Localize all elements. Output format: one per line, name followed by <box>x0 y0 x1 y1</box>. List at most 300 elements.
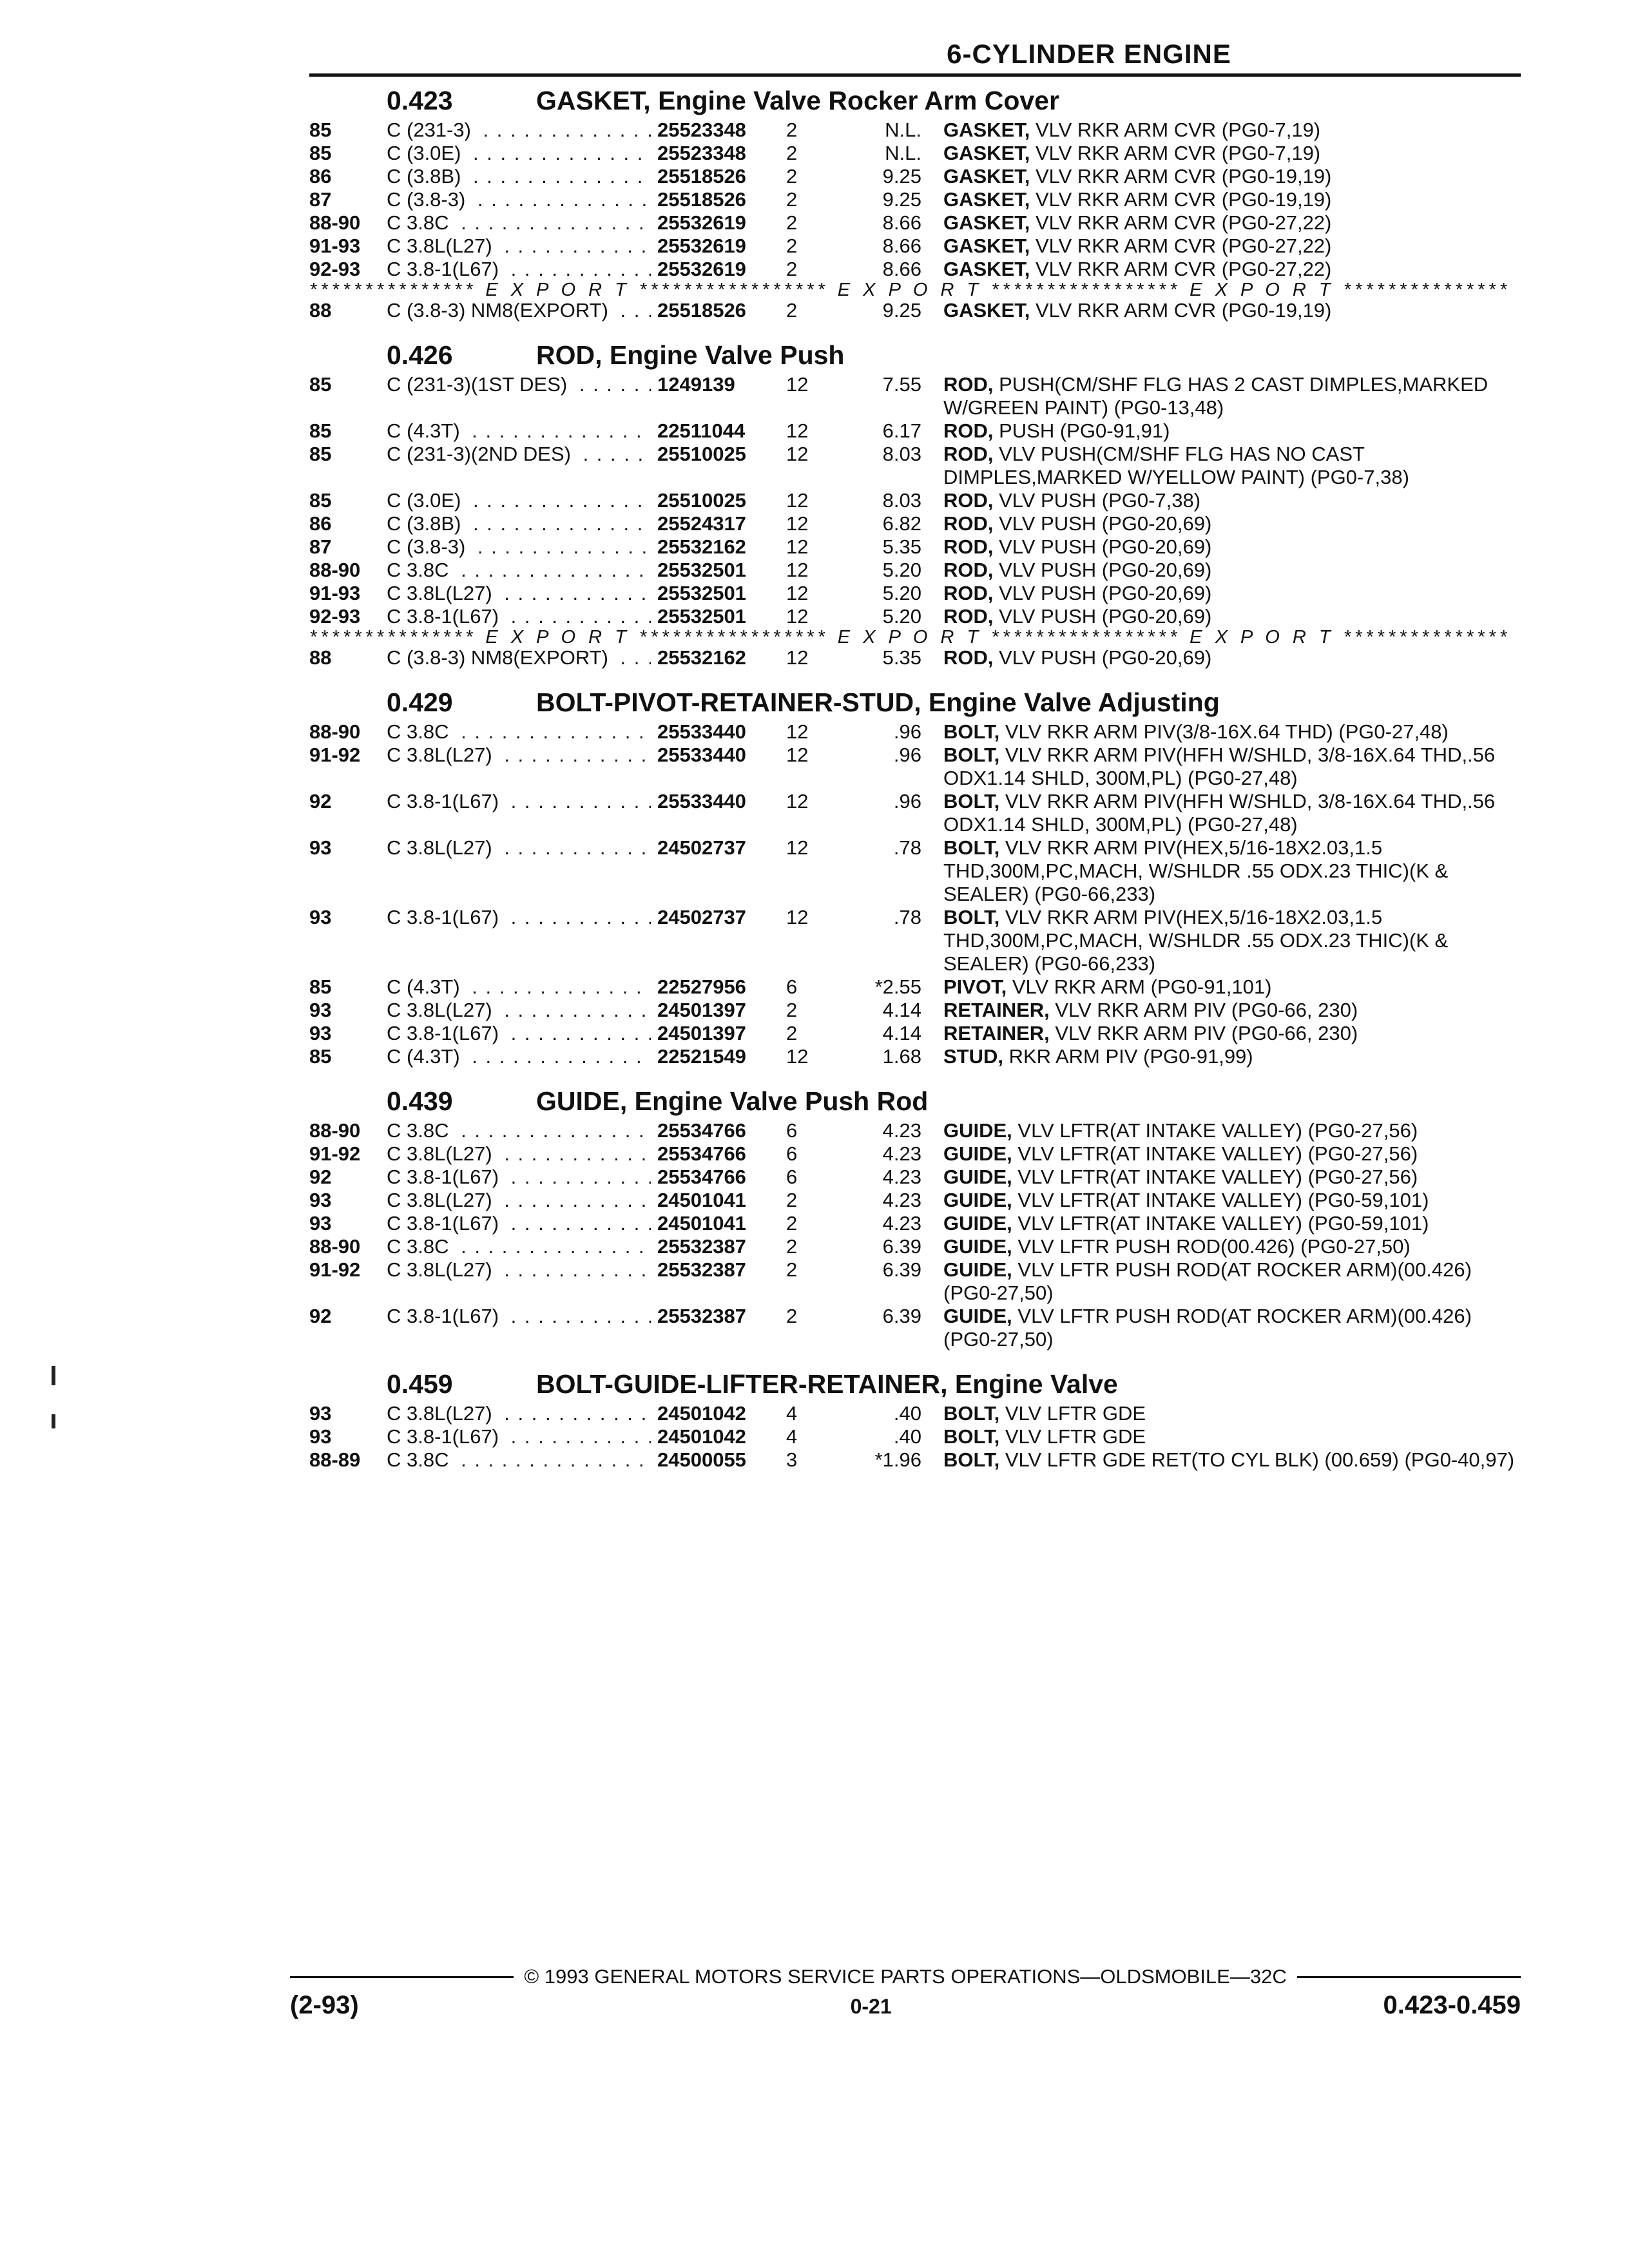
model-code-text: C 3.8L(L27) <box>387 582 497 604</box>
quantity: 12 <box>786 744 809 766</box>
part-detail: VLV LFTR GDE <box>999 1402 1146 1425</box>
part-detail: VLV LFTR PUSH ROD(00.426) (PG0-27,50) <box>1012 1235 1411 1258</box>
price: N.L. <box>885 142 921 164</box>
part-description <box>943 1305 1521 1351</box>
quantity: 12 <box>786 512 809 535</box>
part-number: 25532387 <box>651 1258 786 1305</box>
model-code-text: C 3.8-1(L67) <box>387 1425 504 1448</box>
part-name: GASKET, <box>943 142 1030 164</box>
part-name: ROD, <box>943 559 994 581</box>
part-number: 22527956 <box>651 975 786 999</box>
model-year: 85 <box>309 1045 332 1068</box>
quantity: 2 <box>786 1022 798 1044</box>
part-detail: VLV RKR ARM (PG0-91,101) <box>1007 975 1272 998</box>
part-number: 25534766 <box>651 1142 786 1166</box>
part-description <box>943 142 1521 165</box>
model-year: 85 <box>309 373 332 396</box>
model-code-text: C 3.8L(L27) <box>387 999 497 1021</box>
part-row <box>309 373 1521 419</box>
quantity: 2 <box>786 165 798 187</box>
part-number: 25518526 <box>651 188 786 211</box>
part-row <box>309 1425 1521 1448</box>
part-row <box>309 1212 1521 1235</box>
quantity: 6 <box>786 1166 798 1188</box>
quantity: 12 <box>786 1045 809 1068</box>
quantity: 2 <box>786 188 798 211</box>
model-code-text: C 3.8L(L27) <box>387 1402 497 1425</box>
model-code-text: C (231-3)(1ST DES) <box>387 373 572 396</box>
part-number: 25523348 <box>651 142 786 165</box>
part-detail: VLV RKR ARM CVR (PG0-19,19) <box>1030 299 1332 322</box>
part-description <box>943 165 1521 188</box>
part-name: BOLT, <box>943 1402 1000 1425</box>
part-name: BOLT, <box>943 836 1000 859</box>
part-number: 25518526 <box>651 299 786 322</box>
model-code-text: C 3.8C <box>387 1235 454 1258</box>
part-detail: VLV RKR ARM CVR (PG0-27,22) <box>1030 258 1332 280</box>
price: 9.25 <box>882 188 921 211</box>
part-detail: VLV PUSH (PG0-20,69) <box>993 535 1212 558</box>
part-name: GUIDE, <box>943 1212 1012 1235</box>
part-row <box>309 1022 1521 1045</box>
quantity: 12 <box>786 419 809 442</box>
part-description <box>943 1212 1521 1235</box>
quantity: 12 <box>786 720 809 743</box>
part-row <box>309 605 1521 628</box>
model-year: 85 <box>309 975 332 998</box>
part-number: 25523348 <box>651 119 786 142</box>
part-row <box>309 119 1521 142</box>
part-name: GASKET, <box>943 258 1030 280</box>
part-number: 1249139 <box>651 373 786 419</box>
model-year: 85 <box>309 119 332 141</box>
section-heading <box>309 1086 1521 1117</box>
part-number: 25532619 <box>651 235 786 258</box>
model-code-text: C (3.8B) <box>387 512 466 535</box>
part-description <box>943 906 1521 975</box>
part-description <box>943 373 1521 419</box>
price: .96 <box>893 744 921 766</box>
part-number: 24501042 <box>651 1402 786 1425</box>
part-name: BOLT, <box>943 720 1000 743</box>
model-year: 88-90 <box>309 1119 361 1142</box>
price: 5.20 <box>882 559 921 581</box>
part-number: 25533440 <box>651 744 786 790</box>
part-description <box>943 999 1521 1022</box>
price: 4.23 <box>882 1142 921 1165</box>
footer-copyright: © 1993 GENERAL MOTORS SERVICE PARTS OPERATIONS—OLDSMOBILE—32C <box>524 1965 1287 1988</box>
part-row <box>309 790 1521 836</box>
model-year: 91-92 <box>309 744 361 766</box>
part-number: 25532501 <box>651 582 786 605</box>
quantity: 12 <box>786 443 809 465</box>
part-name: BOLT, <box>943 1425 1000 1448</box>
part-number: 24501041 <box>651 1212 786 1235</box>
part-name: GASKET, <box>943 299 1030 322</box>
part-row <box>309 1305 1521 1351</box>
model-code-text: C 3.8C <box>387 211 454 234</box>
part-number: 25532387 <box>651 1305 786 1351</box>
part-description <box>943 443 1521 489</box>
part-name: GUIDE, <box>943 1166 1012 1188</box>
part-name: ROD, <box>943 489 994 512</box>
model-code-text: C 3.8L(L27) <box>387 1142 497 1165</box>
part-description <box>943 1022 1521 1045</box>
quantity: 2 <box>786 1212 798 1235</box>
part-name: STUD, <box>943 1045 1003 1068</box>
quantity: 2 <box>786 258 798 280</box>
section-title: BOLT-GUIDE-LIFTER-RETAINER, Engine Valve <box>536 1369 1118 1399</box>
part-number: 25533440 <box>651 720 786 744</box>
footer-bottom <box>290 1991 1521 2020</box>
catalog-page <box>309 39 1521 1481</box>
part-name: GASKET, <box>943 235 1030 257</box>
part-name: GUIDE, <box>943 1305 1012 1327</box>
model-code-text: C 3.8-1(L67) <box>387 906 504 928</box>
model-code-text: C 3.8C <box>387 1448 454 1471</box>
model-code-text: C (3.0E) <box>387 142 466 164</box>
price: .40 <box>893 1425 921 1448</box>
price: 4.23 <box>882 1119 921 1142</box>
part-row <box>309 1119 1521 1142</box>
quantity: 12 <box>786 790 809 812</box>
part-row <box>309 1142 1521 1166</box>
quantity: 2 <box>786 1305 798 1327</box>
part-description <box>943 512 1521 535</box>
part-row <box>309 1045 1521 1068</box>
price: .96 <box>893 790 921 812</box>
model-year: 86 <box>309 165 332 187</box>
part-number: 22511044 <box>651 419 786 443</box>
price: 8.66 <box>882 235 921 257</box>
part-detail: VLV RKR ARM CVR (PG0-7,19) <box>1030 119 1321 141</box>
model-year: 86 <box>309 512 332 535</box>
part-description <box>943 235 1521 258</box>
part-number: 25524317 <box>651 512 786 535</box>
model-code-text: C 3.8-1(L67) <box>387 1305 504 1327</box>
model-code-text: C (4.3T) <box>387 1045 465 1068</box>
part-detail: PUSH(CM/SHF FLG HAS 2 CAST DIMPLES,MARKED W/GREEN PAINT) (PG0-13,48) <box>943 373 1489 419</box>
section-heading <box>309 687 1521 718</box>
model-year: 93 <box>309 1212 332 1235</box>
part-name: BOLT, <box>943 1448 1000 1471</box>
model-year: 93 <box>309 906 332 928</box>
price: 5.20 <box>882 582 921 604</box>
part-row <box>309 582 1521 605</box>
part-description <box>943 1425 1521 1448</box>
section-title: GASKET, Engine Valve Rocker Arm Cover <box>536 86 1059 115</box>
part-description <box>943 836 1521 906</box>
model-year: 88 <box>309 646 332 669</box>
footer-copyright-line <box>290 1965 1521 1988</box>
quantity: 2 <box>786 1235 798 1258</box>
price: .78 <box>893 906 921 928</box>
model-year: 88 <box>309 299 332 322</box>
part-detail: VLV RKR ARM PIV(HEX,5/16-18X2.03,1.5 THD,300M,PC,MACH, W/SHLDR .55 ODX.23 THIC)(K & SEALER) (PG0-66,233) <box>943 906 1449 975</box>
model-code-text: C (4.3T) <box>387 419 465 442</box>
price: 9.25 <box>882 299 921 322</box>
model-code-text: C (3.8B) <box>387 165 466 187</box>
part-detail: VLV RKR ARM CVR (PG0-19,19) <box>1030 165 1332 187</box>
part-detail: VLV PUSH (PG0-7,38) <box>993 489 1201 512</box>
price: 6.17 <box>882 419 921 442</box>
part-detail: VLV LFTR(AT INTAKE VALLEY) (PG0-59,101) <box>1012 1189 1429 1211</box>
header-rule <box>309 73 1521 77</box>
part-detail: VLV RKR ARM CVR (PG0-19,19) <box>1030 188 1332 211</box>
part-detail: VLV RKR ARM CVR (PG0-27,22) <box>1030 211 1332 234</box>
model-year: 85 <box>309 443 332 465</box>
section-spacer <box>309 1472 1521 1481</box>
part-row <box>309 1402 1521 1425</box>
model-year: 85 <box>309 419 332 442</box>
part-row <box>309 906 1521 975</box>
section-title: GUIDE, Engine Valve Push Rod <box>536 1086 929 1116</box>
section-heading <box>309 1369 1521 1399</box>
part-description <box>943 1258 1521 1305</box>
part-row <box>309 258 1521 281</box>
price: 7.55 <box>882 373 921 396</box>
quantity: 2 <box>786 299 798 322</box>
part-detail: VLV RKR ARM PIV(HFH W/SHLD, 3/8-16X.64 THD,.56 ODX1.14 SHLD, 300M,PL) (PG0-27,48) <box>943 744 1496 789</box>
section-code: 0.429 <box>387 687 453 717</box>
model-year: 91-92 <box>309 1258 361 1281</box>
model-year: 92-93 <box>309 258 361 280</box>
model-code-text: C 3.8-1(L67) <box>387 258 504 280</box>
part-detail: VLV LFTR(AT INTAKE VALLEY) (PG0-59,101) <box>1012 1212 1429 1235</box>
part-name: GUIDE, <box>943 1235 1012 1258</box>
model-code-text: C 3.8L(L27) <box>387 235 497 257</box>
part-detail: VLV RKR ARM PIV(3/8-16X.64 THD) (PG0-27,48) <box>999 720 1449 743</box>
price: 8.03 <box>882 489 921 512</box>
part-detail: VLV PUSH(CM/SHF FLG HAS NO CAST DIMPLES,MARKED W/YELLOW PAINT) (PG0-7,38) <box>943 443 1409 488</box>
part-detail: VLV PUSH (PG0-20,69) <box>993 559 1212 581</box>
part-name: GUIDE, <box>943 1142 1012 1165</box>
quantity: 2 <box>786 1189 798 1211</box>
part-detail: VLV RKR ARM CVR (PG0-27,22) <box>1030 235 1332 257</box>
part-row <box>309 235 1521 258</box>
part-detail: VLV RKR ARM PIV(HFH W/SHLD, 3/8-16X.64 THD,.56 ODX1.14 SHLD, 300M,PL) (PG0-27,48) <box>943 790 1496 836</box>
model-code-text: C (3.8-3) <box>387 188 470 211</box>
part-row <box>309 1448 1521 1472</box>
price: 1.68 <box>882 1045 921 1068</box>
quantity: 2 <box>786 235 798 257</box>
part-number: 24501042 <box>651 1425 786 1448</box>
model-year: 91-93 <box>309 235 361 257</box>
part-number: 25510025 <box>651 489 786 512</box>
part-number: 25518526 <box>651 165 786 188</box>
model-code-text: C (3.8-3) NM8(EXPORT) <box>387 646 613 669</box>
part-description <box>943 119 1521 142</box>
quantity: 12 <box>786 489 809 512</box>
model-code-text: C 3.8-1(L67) <box>387 605 504 628</box>
model-code-text: C 3.8-1(L67) <box>387 1022 504 1044</box>
model-code-text: C (3.0E) <box>387 489 466 512</box>
catalog-sections <box>309 86 1521 1481</box>
model-code-text: C (3.8-3) NM8(EXPORT) <box>387 299 613 322</box>
part-number: 22521549 <box>651 1045 786 1068</box>
part-description <box>943 790 1521 836</box>
part-description <box>943 258 1521 281</box>
footer-rule-right <box>1297 1976 1521 1978</box>
part-name: ROD, <box>943 535 994 558</box>
page-footer <box>290 1965 1521 2020</box>
part-description <box>943 535 1521 559</box>
part-number: 24501397 <box>651 1022 786 1045</box>
model-code-text: C 3.8L(L27) <box>387 836 497 859</box>
model-code-text: C 3.8C <box>387 720 454 743</box>
export-divider: *************** E X P O R T ***************** E X P O R T ***************** E X P O R T *************** <box>309 281 1510 299</box>
quantity: 2 <box>786 119 798 141</box>
price: 6.39 <box>882 1258 921 1281</box>
part-row <box>309 211 1521 235</box>
model-code-text: C (3.8-3) <box>387 535 470 558</box>
quantity: 3 <box>786 1448 798 1471</box>
part-row <box>309 744 1521 790</box>
part-detail: VLV LFTR(AT INTAKE VALLEY) (PG0-27,56) <box>1012 1166 1418 1188</box>
part-row <box>309 535 1521 559</box>
price: *2.55 <box>874 975 921 998</box>
section-code: 0.423 <box>387 86 453 115</box>
price: 6.39 <box>882 1305 921 1327</box>
quantity: 2 <box>786 999 798 1021</box>
part-row <box>309 1189 1521 1212</box>
quantity: 12 <box>786 646 809 669</box>
part-row <box>309 1235 1521 1258</box>
section-heading <box>309 86 1521 116</box>
model-year: 87 <box>309 188 332 211</box>
model-year: 92 <box>309 790 332 812</box>
part-number: 24502737 <box>651 836 786 906</box>
part-detail: VLV RKR ARM PIV (PG0-66, 230) <box>1049 1022 1358 1044</box>
part-description <box>943 299 1521 322</box>
model-year: 93 <box>309 999 332 1021</box>
model-year: 92-93 <box>309 605 361 628</box>
part-description <box>943 605 1521 628</box>
part-number: 25532501 <box>651 559 786 582</box>
part-description <box>943 1166 1521 1189</box>
part-name: RETAINER, <box>943 999 1050 1021</box>
part-detail: VLV RKR ARM CVR (PG0-7,19) <box>1030 142 1321 164</box>
part-row <box>309 646 1521 669</box>
price: 8.03 <box>882 443 921 465</box>
footer-range: 0.423-0.459 <box>1383 1991 1521 2019</box>
model-year: 87 <box>309 535 332 558</box>
part-row <box>309 836 1521 906</box>
part-row <box>309 142 1521 165</box>
part-description <box>943 720 1521 744</box>
footer-rule-left <box>290 1976 514 1978</box>
section-title: ROD, Engine Valve Push <box>536 340 845 370</box>
part-description <box>943 559 1521 582</box>
part-detail: VLV LFTR(AT INTAKE VALLEY) (PG0-27,56) <box>1012 1119 1418 1142</box>
part-description <box>943 1189 1521 1212</box>
part-name: GASKET, <box>943 165 1030 187</box>
part-number: 24501397 <box>651 999 786 1022</box>
part-detail: VLV LFTR GDE RET(TO CYL BLK) (00.659) (PG0-40,97) <box>999 1448 1515 1471</box>
section-heading <box>309 340 1521 370</box>
part-number: 24502737 <box>651 906 786 975</box>
part-number: 25532162 <box>651 646 786 669</box>
quantity: 2 <box>786 1258 798 1281</box>
quantity: 12 <box>786 836 809 859</box>
part-number: 25532501 <box>651 605 786 628</box>
model-year: 88-90 <box>309 1235 361 1258</box>
part-name: BOLT, <box>943 744 1000 766</box>
quantity: 4 <box>786 1402 798 1425</box>
part-description <box>943 744 1521 790</box>
part-row <box>309 1258 1521 1305</box>
part-number: 25534766 <box>651 1166 786 1189</box>
price: .78 <box>893 836 921 859</box>
part-row <box>309 559 1521 582</box>
price: 8.66 <box>882 258 921 280</box>
section-code: 0.459 <box>387 1369 453 1399</box>
part-detail: RKR ARM PIV (PG0-91,99) <box>1003 1045 1253 1068</box>
price: 4.23 <box>882 1166 921 1188</box>
part-description <box>943 1402 1521 1425</box>
part-detail: VLV LFTR PUSH ROD(AT ROCKER ARM)(00.426) (PG0-27,50) <box>943 1258 1472 1304</box>
part-name: GUIDE, <box>943 1189 1012 1211</box>
part-name: ROD, <box>943 582 994 604</box>
price: *1.96 <box>874 1448 921 1471</box>
part-name: ROD, <box>943 373 994 396</box>
model-code-text: C 3.8L(L27) <box>387 1258 497 1281</box>
part-number: 25534766 <box>651 1119 786 1142</box>
part-number: 25510025 <box>651 443 786 489</box>
price: 4.23 <box>882 1212 921 1235</box>
part-row <box>309 188 1521 211</box>
margin-mark <box>52 1414 55 1428</box>
part-row <box>309 975 1521 999</box>
model-year: 91-93 <box>309 582 361 604</box>
model-code-text: C (4.3T) <box>387 975 465 998</box>
model-code-text: C (231-3)(2ND DES) <box>387 443 576 465</box>
footer-date: (2-93) <box>290 1991 359 2019</box>
quantity: 6 <box>786 1119 798 1142</box>
quantity: 4 <box>786 1425 798 1448</box>
model-year: 85 <box>309 142 332 164</box>
model-year: 92 <box>309 1305 332 1327</box>
model-year: 88-89 <box>309 1448 361 1471</box>
quantity: 12 <box>786 582 809 604</box>
quantity: 12 <box>786 906 809 928</box>
part-row <box>309 489 1521 512</box>
part-row <box>309 443 1521 489</box>
export-divider: *************** E X P O R T ***************** E X P O R T ***************** E X P O R T *************** <box>309 628 1510 646</box>
model-code-text: C 3.8C <box>387 1119 454 1142</box>
part-row <box>309 165 1521 188</box>
part-number: 25532619 <box>651 258 786 281</box>
part-description <box>943 1045 1521 1068</box>
price: 4.14 <box>882 999 921 1021</box>
model-code-text: C 3.8-1(L67) <box>387 790 504 812</box>
part-description <box>943 188 1521 211</box>
part-row <box>309 720 1521 744</box>
part-name: ROD, <box>943 443 994 465</box>
section-spacer <box>309 322 1521 331</box>
part-description <box>943 582 1521 605</box>
part-name: PIVOT, <box>943 975 1007 998</box>
part-description <box>943 1235 1521 1258</box>
part-detail: VLV LFTR(AT INTAKE VALLEY) (PG0-27,56) <box>1012 1142 1418 1165</box>
margin-mark <box>52 1366 55 1385</box>
model-year: 93 <box>309 1022 332 1044</box>
model-code-text: C 3.8L(L27) <box>387 744 497 766</box>
quantity: 6 <box>786 1142 798 1165</box>
section-spacer <box>309 1351 1521 1360</box>
part-description <box>943 975 1521 999</box>
part-name: BOLT, <box>943 790 1000 812</box>
